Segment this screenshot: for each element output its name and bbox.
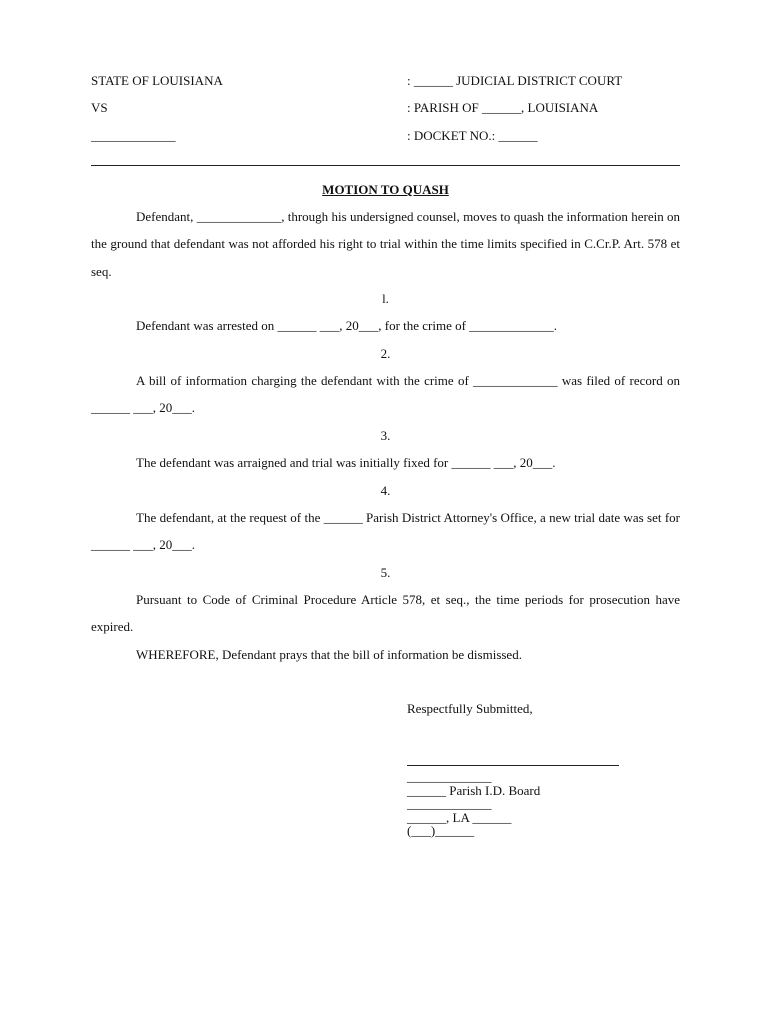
section-text: The defendant, at the request of the ______ Parish District Attorney's Office, a new trial date was set for ______ ___, 20___. [91, 510, 680, 553]
signature-block-line: _____________ [407, 769, 492, 784]
section-number: 4. [380, 483, 391, 498]
prayer-paragraph: WHEREFORE, Defendant prays that the bill of information be dismissed. [136, 647, 522, 662]
caption-divider [91, 165, 680, 166]
caption-state: STATE OF LOUISIANA [91, 73, 223, 88]
document-title: MOTION TO QUASH [322, 182, 449, 197]
section-number: 5. [380, 565, 391, 580]
caption-defendant-blank: _____________ [91, 128, 176, 143]
section-text: Pursuant to Code of Criminal Procedure Article 578, et seq., the time periods for prosecution have expired. [91, 592, 680, 635]
intro-paragraph: Defendant, _____________, through his undersigned counsel, moves to quash the information herein on the ground that defendant was not afforded his right to trial within the time limits specified in C.Cr.P. Art. 578 et seq. [91, 209, 680, 279]
caption-vs: VS [91, 100, 108, 115]
signature-block-line: ______, LA ______ [407, 809, 512, 825]
section-number: 3. [380, 428, 391, 443]
section-text: The defendant was arraigned and trial was initially fixed for ______ ___, 20___. [136, 455, 556, 470]
caption-court: : ______ JUDICIAL DISTRICT COURT [407, 73, 623, 88]
signature-block [407, 770, 540, 837]
section-text: Defendant was arrested on ______ ___, 20___, for the crime of _____________. [136, 318, 557, 333]
section-number: l. [382, 291, 389, 306]
signature-block-line: ______ Parish I.D. Board [407, 783, 541, 799]
signature-block-line: _____________ [407, 795, 492, 811]
signature-block-line: (___)______ [407, 823, 475, 839]
section-number: 2. [380, 346, 391, 361]
signature-line [407, 765, 619, 766]
section-text: A bill of information charging the defendant with the crime of _____________ was filed of record on ______ ___, 20___. [91, 373, 680, 416]
caption-docket: : DOCKET NO.: ______ [407, 128, 538, 143]
caption-parish: : PARISH OF ______, LOUISIANA [407, 100, 599, 115]
closing: Respectfully Submitted, [407, 701, 533, 716]
